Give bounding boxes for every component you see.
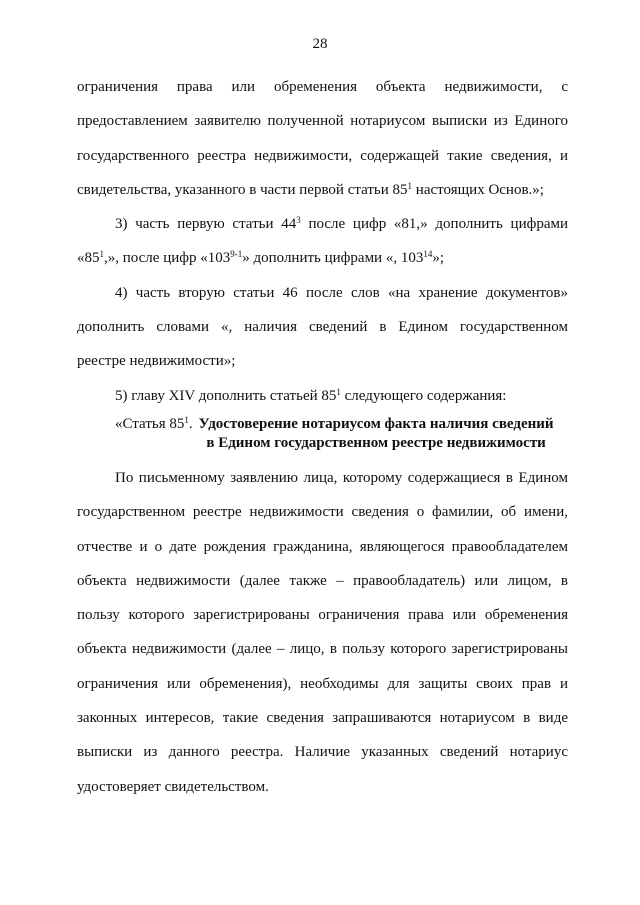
paragraph-line: объекта недвижимости (далее также – правообладатель) или лицом, в xyxy=(77,572,568,589)
superscript: 9-1 xyxy=(230,249,243,260)
paragraph-line: государственного реестра недвижимости, содержащей такие сведения, и xyxy=(77,147,568,164)
superscript: 3 xyxy=(296,215,301,226)
paragraph-line xyxy=(77,173,568,207)
text-run: «85 xyxy=(77,250,100,267)
page-number: 28 xyxy=(312,36,328,52)
article-title-line: Удостоверение нотариусом факта наличия сведений xyxy=(198,415,554,432)
superscript: 14 xyxy=(423,249,433,260)
superscript: 1 xyxy=(407,180,413,191)
paragraph-line: выписки из данного реестра. Наличие указанных сведений нотариус xyxy=(77,744,568,761)
list-item-5-line xyxy=(77,379,568,413)
list-item-3-line xyxy=(77,207,568,241)
paragraph-line: предоставлением заявителю полученной нотариусом выписки из Единого xyxy=(77,113,568,130)
article-title xyxy=(199,415,554,453)
article-label xyxy=(115,415,193,453)
text-run: 5) главу XIV дополнить статьей 85 xyxy=(115,387,337,404)
superscript: 1 xyxy=(184,415,189,426)
text-run: »; xyxy=(432,250,445,267)
paragraph-line: отчестве и о дате рождения гражданина, являющегося правообладателем xyxy=(77,538,568,555)
list-item-3-line xyxy=(77,241,568,275)
superscript: 1 xyxy=(336,386,341,397)
paragraph-line: удостоверяет свидетельством. xyxy=(77,778,269,795)
paragraph-line: государственном реестре недвижимости сведения о фамилии, об имени, xyxy=(77,504,568,521)
article-title-line: в Едином государственном реестре недвижимости xyxy=(206,434,546,451)
superscript: 1 xyxy=(99,249,104,260)
text-run: «Статья 85 xyxy=(115,415,185,432)
text-run: свидетельства, указанного в части первой статьи 85 xyxy=(77,181,408,198)
paragraph-line: По письменному заявлению лица, которому содержащиеся в Едином xyxy=(115,469,568,486)
text-run: » дополнить цифрами «, 103 xyxy=(242,250,424,267)
text-run: следующего содержания: xyxy=(340,387,507,404)
paragraph-line: ограничения права или обременения объекта недвижимости, с xyxy=(77,79,568,95)
list-item-4-line: 4) часть вторую статьи 46 после слов «на хранение документов» xyxy=(115,284,568,301)
paragraph-line: законных интересов, такие сведения запрашиваются нотариусом в виде xyxy=(77,710,568,727)
text-run: ,», после цифр «103 xyxy=(104,250,231,267)
document-body xyxy=(77,70,568,804)
paragraph-line: ограничения или обременения), необходимы для защиты своих прав и xyxy=(77,675,568,692)
list-item-4-line: дополнить словами «, наличия сведений в Едином государственном xyxy=(77,319,568,336)
text-run: после цифр «81,» дополнить цифрами xyxy=(300,216,568,233)
text-run: настоящих Основ.»; xyxy=(412,181,544,198)
text-run: . xyxy=(188,415,193,432)
text-run: 3) часть первую статьи 44 xyxy=(115,216,297,233)
list-item-4-line: реестре недвижимости»; xyxy=(77,353,236,370)
paragraph-line: пользу которого зарегистрированы ограничения права или обременения xyxy=(77,607,568,624)
article-heading xyxy=(77,415,568,453)
paragraph-line: объекта недвижимости (далее – лицо, в пользу которого зарегистрированы xyxy=(77,641,568,658)
